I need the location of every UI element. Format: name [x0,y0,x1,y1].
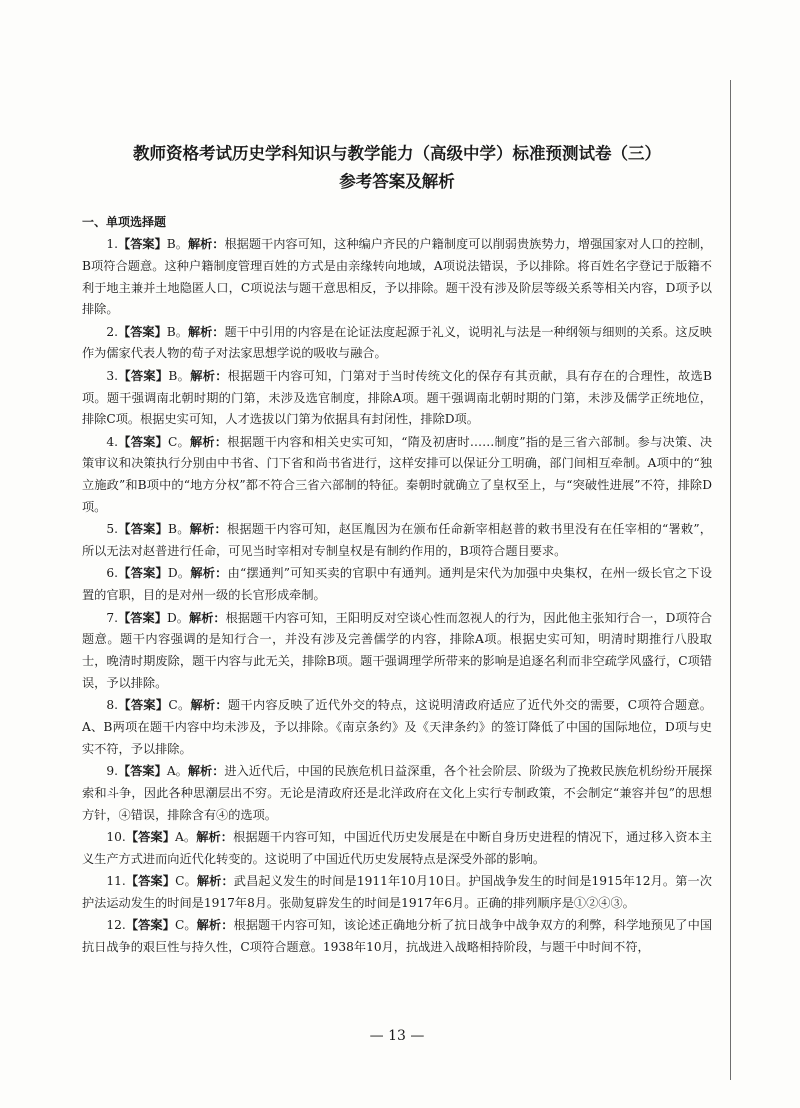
answer-choice: B。 [166,324,188,339]
answer-tag: 【答案】 [125,874,176,889]
answer-tag: 【答案】 [118,434,168,449]
answer-tag: 【答案】 [118,698,169,713]
answer-tag: 【答案】 [118,522,168,537]
jiexi-label: 解析： [190,698,228,713]
answer-number: 10. [106,830,126,845]
answer-tag: 【答案】 [118,610,167,625]
answer-number: 7. [106,610,119,625]
answer-number: 6. [106,566,119,581]
answer-choice: B。 [168,522,190,537]
page-subtitle: 参考答案及解析 [339,172,455,191]
answer-item [82,234,712,321]
jiexi-label: 解析： [187,237,225,251]
answer-text: 根据题干内容可知，中国近代历史发展是在中断自身历史进程的情况下，通过移入资本主义生产方式进而向近代化转变的。这说明了中国近代历史发展特点是深受外部的影响。 [82,830,713,866]
answer-item [82,761,712,826]
answer-item [82,432,712,519]
jiexi-label: 解析： [189,522,227,537]
jiexi-label: 解析： [187,764,225,779]
answer-text: 题干内容反映了近代外交的特点，这说明清政府适应了近代外交的需要，C项符合题意。A、B两项在题干内容中均未涉及，予以排除。《南京条约》及《天津条约》的签订降低了中国的国际地位，D项与史实不符，予以排除。 [82,698,712,756]
answer-choice: C。 [175,874,197,889]
answer-item [82,915,712,959]
answer-text: 题干中引用的内容是在论证法度起源于礼义，说明礼与法是一种纲领与细则的关系。这反映作为儒家代表人物的荀子对法家思想学说的吸收与融合。 [82,324,712,361]
jiexi-label: 解析： [188,610,226,625]
answer-number: 11. [106,874,126,889]
answer-text: 进入近代后，中国的民族危机日益深重，各个社会阶层、阶级为了挽救民族危机纷纷开展探索和斗争，因此各种思潮层出不穷。无论是清政府还是北洋政府在文化上实行专制政策，不会制定“兼容并包”的思想方针，④错误，排除含有④的选项。 [82,764,713,822]
answer-choice: C。 [174,918,197,933]
answer-item [82,608,712,695]
answer-choice: A。 [166,764,188,779]
answer-number: 3. [106,368,119,383]
answer-number: 4. [106,434,119,449]
answer-text: 根据题干内容可知，这种编户齐民的户籍制度可以削弱贵族势力，增强国家对人口的控制，B项符合题意。这种户籍制度管理百姓的方式是由亲缘转向地域，A项说法错误，予以排除。将百姓名字登记于版籍不利于地主兼并土地隐匿人口，C项说法与题干意思相反，予以排除。题干没有涉及阶层等级关系等相关内容，D项予以排除。 [82,237,712,317]
answer-item [82,695,712,760]
answer-choice: C。 [167,434,190,449]
answer-item [82,871,712,915]
answer-item [82,827,712,871]
jiexi-label: 解析： [190,368,228,383]
answer-item [82,322,712,366]
jiexi-label: 解析： [196,830,234,845]
answer-choice: D。 [167,566,191,581]
answer-choice: C。 [168,698,191,713]
answer-text: 根据题干内容可知，赵匡胤因为在颁布任命新宰相赵普的敕书里没有在任宰相的“署敕”，所以无法对赵普进行任命，可见当时宰相对专制皇权是有制约作用的，B项符合题目要求。 [82,522,712,559]
answer-number: 1. [106,237,119,251]
answer-choice: B。 [168,368,191,383]
answer-choice: A。 [175,830,197,845]
answer-tag: 【答案】 [118,764,167,779]
answer-number: 12. [106,918,126,933]
jiexi-label: 解析： [196,918,234,933]
answer-item [82,563,712,607]
jiexi-label: 解析： [187,324,225,339]
answer-number: 9. [106,764,119,779]
answer-choice: D。 [166,610,189,625]
answer-number: 2. [106,324,119,339]
jiexi-label: 解析： [190,566,228,581]
answer-tag: 【答案】 [118,566,168,581]
jiexi-label: 解析： [196,874,234,889]
answer-item [82,366,712,431]
answer-tag: 【答案】 [118,368,169,383]
answer-text: 根据题干内容和相关史实可知，“隋及初唐时……制度”指的是三省六部制。参与决策、决策审议和决策执行分别由中书省、门下省和尚书省进行，这样安排可以保证分工明确，部门间相互牵制。A项中的“独立施政”和B项中的“地方分权”都不符合三省六部制的特征。秦朝时就确立了皇权至上，与“突破性进展”不符，排除D项。 [82,434,713,515]
answer-tag: 【答案】 [125,918,175,933]
page-title: 教师资格考试历史学科知识与教学能力（高级中学）标准预测试卷（三） [133,144,661,163]
section-heading: 一、单项选择题 [82,215,167,229]
answer-tag: 【答案】 [118,237,167,251]
answer-number: 5. [106,522,119,537]
answer-tag: 【答案】 [118,324,167,339]
answer-choice: B。 [166,237,188,251]
jiexi-label: 解析： [189,434,228,449]
page-number: — 13 — [369,1028,425,1044]
answer-text: 根据题干内容可知，王阳明反对空谈心性而忽视人的行为，因此他主张知行合一，D项符合题意。题干内容强调的是知行合一，并没有涉及完善儒学的内容，排除A项。根据史实可知，明清时期推行八股取士，晚清时期废除，题干内容与此无关，排除B项。题干强调理学所带来的影响是追逐名利而非空疏学风盛行，C项错误，予以排除。 [82,610,713,690]
answer-item [82,519,712,563]
answer-tag: 【答案】 [125,830,176,845]
answer-text: 由“摆通判”可知买卖的官职中有通判。通判是宋代为加强中央集权，在州一级长官之下设置的官职，目的是对州一级的长官形成牵制。 [82,566,713,603]
answer-text: 根据题干内容可知，门第对于当时传统文化的保存有其贡献，具有存在的合理性，故选B项。题干强调南北朝时期的门第，未涉及选官制度，排除A项。题干强调南北朝时期的门第，未涉及儒学正统地位，排除C项。根据史实可知，人才选拔以门第为依据具有封闭性，排除D项。 [82,368,712,427]
answer-number: 8. [106,698,119,713]
title-block [82,141,712,195]
answer-text: 武昌起义发生的时间是1911年10月10日。护国战争发生的时间是1915年12月。第一次护法运动发生的时间是1917年8月。张勋复辟发生的时间是1917年6月。正确的排列顺序是①②④③。 [82,874,712,910]
scan-edge-line [730,80,731,1080]
answer-list [82,234,712,959]
answer-text: 根据题干内容可知，该论述正确地分析了抗日战争中战争双方的利弊，科学地预见了中国抗日战争的艰巨性与持久性，C项符合题意。1938年10月，抗战进入战略相持阶段，与题干中时间不符， [82,918,713,954]
